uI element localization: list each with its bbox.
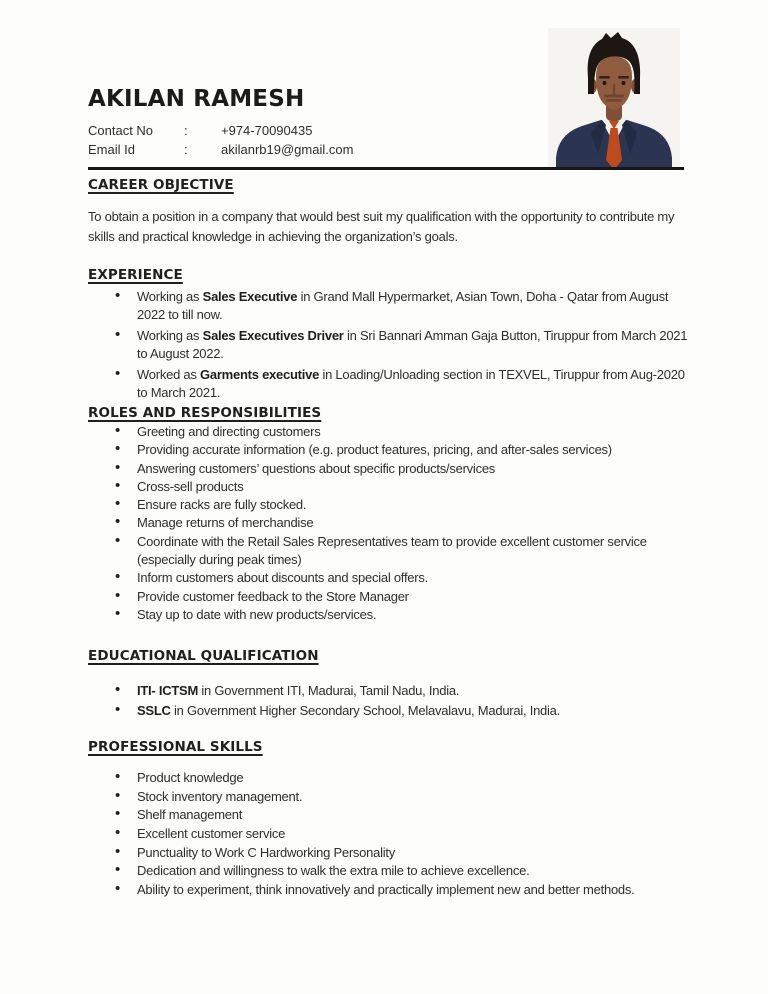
- education-heading: EDUCATIONAL QUALIFICATION: [88, 648, 319, 665]
- experience-heading: EXPERIENCE: [88, 267, 183, 283]
- role-item: • Inform customers about discounts and special offers.: [88, 569, 694, 587]
- role-item: • Cross-sell products: [88, 478, 694, 496]
- section-roles-responsibilities: [88, 405, 694, 624]
- role-item: • Manage returns of merchandise: [88, 514, 694, 532]
- career-objective-text: To obtain a position in a company that would best suit my qualification with the opportunity to contribute my skills and practical knowledge in achieving the organization’s goals.: [88, 209, 675, 244]
- section-career-objective: [88, 177, 694, 246]
- skill-item: • Ability to experiment, think innovatively and practically implement new and better methods.: [88, 881, 694, 900]
- section-professional-skills: [88, 739, 694, 899]
- education-detail: in Government ITI, Madurai, Tamil Nadu, India.: [198, 683, 460, 699]
- mouth-shape: [606, 99, 622, 102]
- experience-detail: in Sri Bannari Amman Gaja Button, Tiruppur from March 2021 to August 2022.: [137, 328, 688, 361]
- role-item: • Ensure racks are fully stocked.: [88, 496, 694, 514]
- experience-role: Sales Executive: [202, 289, 298, 304]
- eye-left: [603, 81, 607, 85]
- skills-list: [88, 769, 694, 899]
- education-list: [88, 681, 694, 720]
- experience-prefix: Working as: [137, 289, 203, 304]
- profile-photo-illustration: [548, 28, 680, 170]
- role-item: • Providing accurate information (e.g. product features, pricing, and after-sales services): [88, 441, 694, 459]
- education-item: [88, 701, 694, 721]
- profile-photo: [548, 28, 680, 170]
- section-education: [88, 648, 694, 720]
- role-item: • Answering customers’ questions about specific products/services: [88, 460, 694, 478]
- role-item: • Provide customer feedback to the Store Manager: [88, 588, 694, 606]
- career-objective-heading: CAREER OBJECTIVE: [88, 177, 234, 193]
- section-experience: [88, 267, 694, 402]
- contact-label: Contact No: [88, 123, 154, 138]
- contact-email-value: akilanrb19@gmail.com: [221, 141, 354, 157]
- eyebrow-right: [618, 76, 629, 79]
- role-item: • Stay up to date with new products/services.: [88, 606, 694, 624]
- role-item: • Coordinate with the Retail Sales Representatives team to provide excellent customer service (especially during peak times): [88, 533, 694, 570]
- skills-heading: PROFESSIONAL SKILLS: [88, 739, 263, 756]
- skill-item: • Shelf management: [88, 806, 694, 825]
- mustache-shape: [604, 95, 624, 98]
- experience-detail: in Grand Mall Hypermarket, Asian Town, Doha - Qatar from August 2022 to till now.: [137, 289, 669, 322]
- experience-prefix: Working as: [137, 328, 203, 343]
- experience-prefix: Worked as: [137, 367, 201, 382]
- skill-item: • Punctuality to Work C Hardworking Personality: [88, 844, 694, 863]
- eyebrow-left: [599, 76, 610, 79]
- experience-detail: in Loading/Unloading section in TEXVEL, Tiruppur from Aug-2020 to March 2021.: [137, 367, 685, 400]
- experience-item: [88, 288, 694, 324]
- education-degree: ITI- ICTSM: [137, 683, 199, 699]
- experience-item: [88, 366, 694, 402]
- skill-item: • Stock inventory management.: [88, 788, 694, 807]
- education-degree: SSLC: [137, 702, 171, 718]
- experience-item: [88, 327, 694, 363]
- contact-label: Email Id: [88, 141, 135, 157]
- eye-right: [622, 81, 626, 85]
- roles-heading: ROLES AND RESPONSIBILITIES: [88, 405, 322, 421]
- experience-role: Sales Executives Driver: [202, 328, 344, 343]
- header-divider: [88, 167, 684, 170]
- experience-role: Garments executive: [200, 367, 320, 382]
- skill-item: • Product knowledge: [88, 769, 694, 788]
- experience-list: [88, 288, 694, 402]
- contact-colon: :: [184, 123, 188, 138]
- contact-phone-value: +974-70090435: [221, 123, 313, 138]
- role-item: • Greeting and directing customers: [88, 423, 694, 441]
- education-detail: in Government Higher Secondary School, Melavalavu, Madurai, India.: [170, 702, 561, 718]
- skill-item: • Dedication and willingness to walk the extra mile to achieve excellence.: [88, 862, 694, 881]
- candidate-name: AKILAN RAMESH: [88, 86, 305, 112]
- education-item: [88, 681, 694, 701]
- contact-colon: :: [184, 141, 188, 157]
- roles-list: [88, 423, 694, 624]
- skill-item: • Excellent customer service: [88, 825, 694, 844]
